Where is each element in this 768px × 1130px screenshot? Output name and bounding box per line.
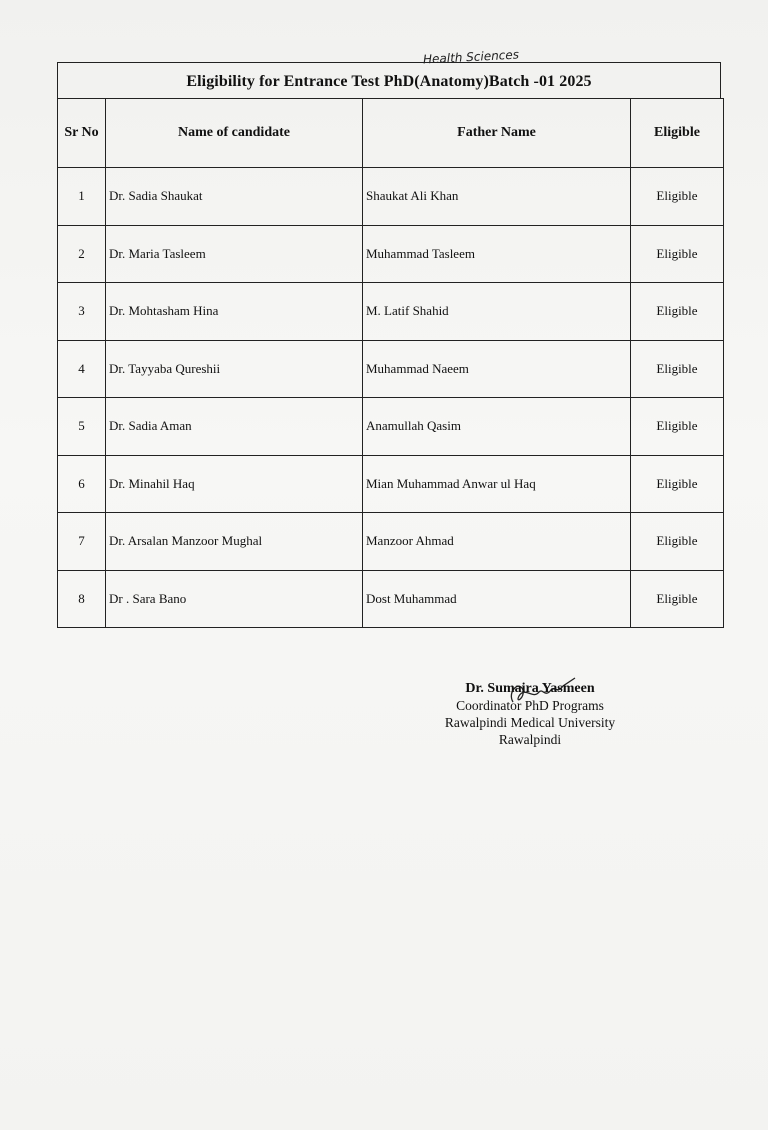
cell-name: Dr. Sadia Shaukat	[106, 168, 363, 226]
cell-father: Dost Muhammad	[363, 570, 631, 628]
table-title-row	[57, 47, 721, 98]
cell-sr: 6	[58, 455, 106, 513]
cell-father: Anamullah Qasim	[363, 398, 631, 456]
col-header-father: Father Name	[363, 99, 631, 168]
cell-eligible: Eligible	[631, 225, 724, 283]
cell-name: Dr . Sara Bano	[106, 570, 363, 628]
signature-block	[420, 680, 640, 748]
cell-eligible: Eligible	[631, 283, 724, 341]
cell-father: Shaukat Ali Khan	[363, 168, 631, 226]
cell-eligible: Eligible	[631, 398, 724, 456]
signatory-city: Rawalpindi	[498, 732, 562, 747]
cell-sr: 7	[58, 513, 106, 571]
cell-name: Dr. Sadia Aman	[106, 398, 363, 456]
col-header-name: Name of candidate	[106, 99, 363, 168]
signatory-name: Dr. Sumaira Yasmeen	[465, 681, 595, 696]
col-header-eligible: Eligible	[631, 99, 724, 168]
cell-name: Dr. Tayyaba Qureshii	[106, 340, 363, 398]
signatory-institution: Rawalpindi Medical University	[444, 715, 616, 730]
table-title: Eligibility for Entrance Test PhD(Anatomy)Batch -01 2025	[186, 73, 592, 90]
table-row	[58, 283, 724, 341]
cell-father: Muhammad Tasleem	[363, 225, 631, 283]
col-header-sr: Sr No	[58, 99, 106, 168]
cell-eligible: Eligible	[631, 340, 724, 398]
table-row	[58, 168, 724, 226]
signatory-designation: Coordinator PhD Programs	[456, 698, 604, 713]
table-row	[58, 455, 724, 513]
cell-name: Dr. Mohtasham Hina	[106, 283, 363, 341]
cell-sr: 5	[58, 398, 106, 456]
cell-sr: 3	[58, 283, 106, 341]
table-row	[58, 398, 724, 456]
cell-father: Manzoor Ahmad	[363, 513, 631, 571]
cell-name: Dr. Minahil Haq	[106, 455, 363, 513]
table-row	[58, 513, 724, 571]
table-row	[58, 340, 724, 398]
candidate-table	[57, 98, 724, 628]
header-row	[58, 99, 724, 168]
cell-eligible: Eligible	[631, 570, 724, 628]
cell-eligible: Eligible	[631, 455, 724, 513]
cell-father: M. Latif Shahid	[363, 283, 631, 341]
table-row	[58, 225, 724, 283]
cell-sr: 8	[58, 570, 106, 628]
cell-name: Dr. Maria Tasleem	[106, 225, 363, 283]
cell-father: Mian Muhammad Anwar ul Haq	[363, 455, 631, 513]
cell-sr: 1	[58, 168, 106, 226]
cell-eligible: Eligible	[631, 168, 724, 226]
cell-sr: 2	[58, 225, 106, 283]
handwritten-note: Health Sciences	[422, 47, 520, 67]
cell-father: Muhammad Naeem	[363, 340, 631, 398]
cell-sr: 4	[58, 340, 106, 398]
table-row	[58, 570, 724, 628]
cell-name: Dr. Arsalan Manzoor Mughal	[106, 513, 363, 571]
cell-eligible: Eligible	[631, 513, 724, 571]
